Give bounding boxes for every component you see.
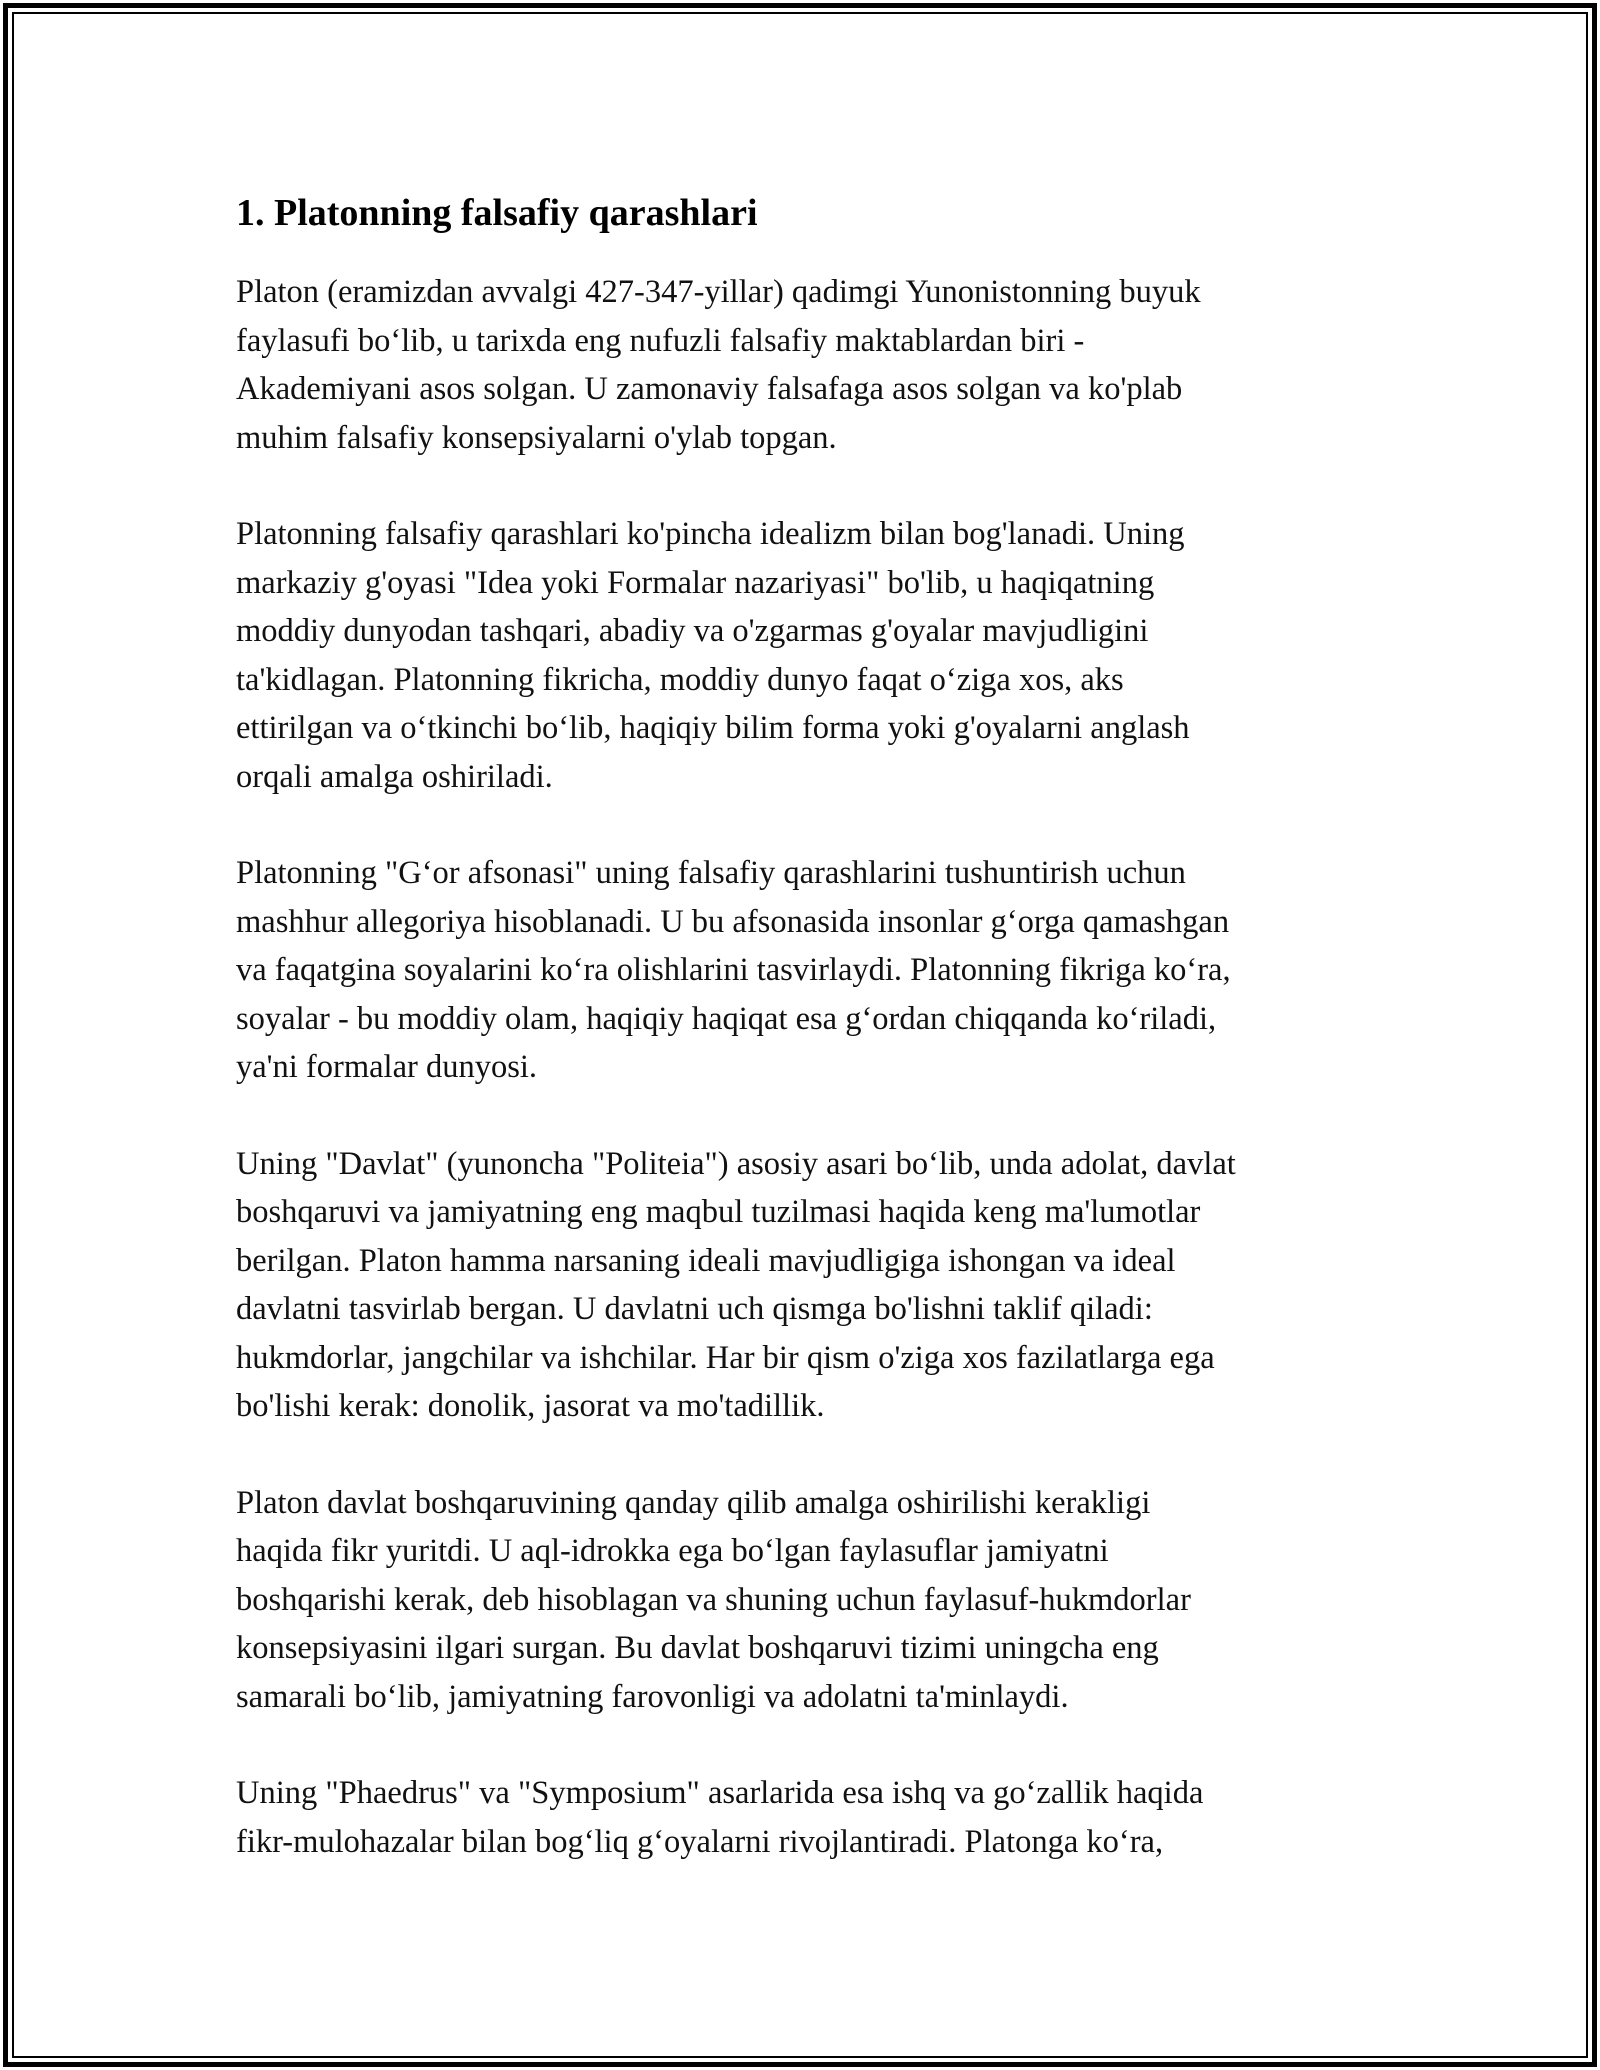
paragraph-cave-allegory: Platonning "G‘or afsonasi" uning falsafiy qarashlarini tushuntirish uchun mashhur allegoriya hisoblanadi. U bu afsonasida insonlar g‘orga qamashgan va faqatgina soyalarini ko‘ra olishlarini tasvirlaydi. Platonning fikriga ko‘ra, soyalar - bu moddiy olam, haqiqiy haqiqat esa g‘ordan chiqqanda ko‘riladi, ya'ni formalar dunyosi. <box>236 855 1231 1085</box>
paragraph-intro: Platon (eramizdan avvalgi 427-347-yillar) qadimgi Yunonistonning buyuk faylasufi bo‘lib, u tarixda eng nufuzli falsafiy maktablardan biri - Akademiyani asos solgan. U zamonaviy falsafaga asos solgan va ko'plab muhim falsafiy konsepsiyalarni o'ylab topgan. <box>236 274 1201 456</box>
paragraph-idealism: Platonning falsafiy qarashlari ko'pincha idealizm bilan bog'lanadi. Uning markaziy g'oyasi "Idea yoki Formalar nazariyasi" bo'lib, u haqiqatning moddiy dunyodan tashqari, abadiy va o'zgarmas g'oyalar mavjudligini ta'kidlagan. Platonning fikricha, moddiy dunyo faqat o‘ziga xos, aks ettirilgan va o‘tkinchi bo‘lib, haqiqiy bilim forma yoki g'oyalarni anglash orqali amalga oshiriladi. <box>236 516 1190 795</box>
paragraph-phaedrus-symposium: Uning "Phaedrus" va "Symposium" asarlarida esa ishq va go‘zallik haqida fikr-mulohazalar bilan bog‘liq g‘oyalarni rivojlantiradi. Platonga ko‘ra, <box>236 1775 1204 1860</box>
paragraph-republic: Uning "Davlat" (yunoncha "Politeia") asosiy asari bo‘lib, unda adolat, davlat boshqaruvi va jamiyatning eng maqbul tuzilmasi haqida keng ma'lumotlar berilgan. Platon hamma narsaning ideali mavjudligiga ishongan va ideal davlatni tasvirlab bergan. U davlatni uch qismga bo'lishni taklif qiladi: hukmdorlar, jangchilar va ishchilar. Har bir qism o'ziga xos fazilatlarga ega bo'lishi kerak: donolik, jasorat va mo'tadillik. <box>236 1145 1236 1424</box>
paragraph-governance: Platon davlat boshqaruvining qanday qilib amalga oshirilishi kerakligi haqida fikr yuritdi. U aql-idrokka ega bo‘lgan faylasuflar jamiyatni boshqarishi kerak, deb hisoblagan va shuning uchun faylasuf-hukmdorlar konsepsiyasini ilgari surgan. Bu davlat boshqaruvi tizimi uningcha eng samarali bo‘lib, jamiyatning farovonligi va adolatni ta'minlaydi. <box>236 1484 1191 1715</box>
document-body <box>236 184 1376 1914</box>
document-title: 1. Platonning falsafiy qarashlari <box>236 192 758 234</box>
